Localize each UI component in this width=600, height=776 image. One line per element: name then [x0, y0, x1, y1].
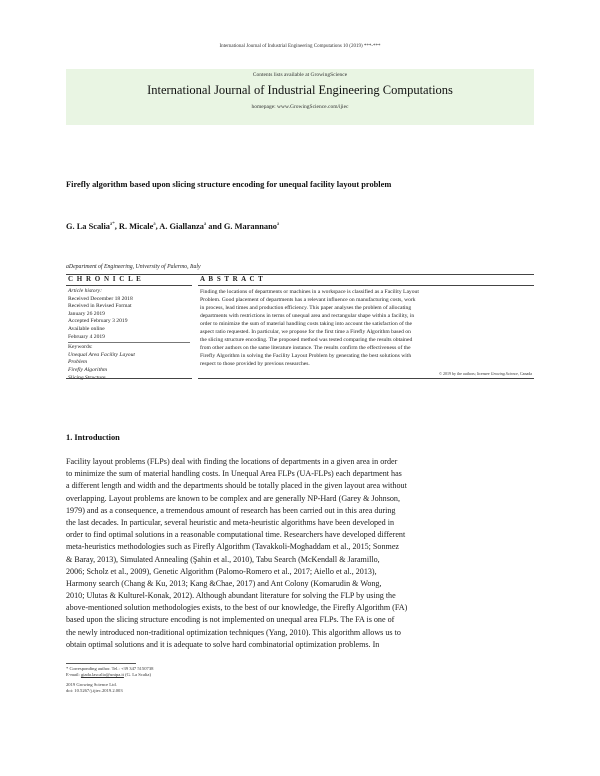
- body-line: 1979) and as a consequence, a tremendous amount of research has been carried out in this area during: [66, 505, 396, 515]
- article-history-label: Article history:: [68, 288, 103, 294]
- author-affiliation-mark: a: [203, 222, 207, 228]
- keyword-line: Problem: [68, 359, 88, 366]
- publisher-copyright: 2019 Growing Science Ltd.: [66, 681, 117, 687]
- email-label: E-mail:: [66, 672, 81, 678]
- body-line: 2006; Scholz et al., 2009), Genetic Algorithm (Palomo-Romero et al., 2017; Aiello et al., 2013),: [66, 566, 377, 576]
- email-link[interactable]: giada.lascalia@unipa.it: [80, 672, 124, 678]
- keywords-label: Keywords:: [68, 344, 93, 351]
- abstract-line: aspect ratio requested. In particular, we propose for the first time a Firefly Algorithm based on: [200, 329, 411, 336]
- history-line: January 26 2019: [68, 310, 105, 317]
- article-title: Firefly algorithm based upon slicing structure encoding for unequal facility layout problem: [66, 180, 392, 189]
- author-name: G. La Scalia: [66, 222, 110, 231]
- abstract-line: Firefly Algorithm in solving the Facility Layout Problem by generating the best solutions with: [200, 353, 412, 360]
- author-affiliation: aDepartment of Engineering, University of Palermo, Italy: [66, 264, 201, 270]
- corresponding-author: * Corresponding author. Tel.: +39 347 5150738: [66, 666, 154, 671]
- keyword-line: Slicing Structure: [68, 374, 106, 381]
- chronicle-bottom-rule: [66, 378, 192, 379]
- body-line: overlapping. Layout problems are known to be complex and are generally NP-Hard (Garey & Johnson,: [66, 493, 400, 503]
- body-line: to minimize the sum of material handling costs. In Unequal Area FLPs (UA-FLPs) each department has: [66, 469, 402, 479]
- abstract-bottom-rule: [198, 378, 534, 379]
- body-line: the newly introduced non-traditional optimization techniques (Yang, 2010). This algorithm allows us to: [66, 627, 401, 637]
- copyright-suffix: , Canada: [518, 371, 532, 376]
- abstract-text: [200, 288, 532, 368]
- history-line: Available online: [68, 325, 105, 332]
- author-list: [66, 222, 279, 231]
- body-line: 2010; Ulutas & Kulturel-Konak, 2012). Although abundant literature for solving the FLP by using the: [66, 591, 396, 601]
- body-line: order to find optimal solutions in a reasonable computational time. Researchers have developed different: [66, 530, 406, 540]
- history-line: Accepted February 3 2019: [68, 318, 128, 325]
- copyright-publisher: Growing Science: [490, 371, 518, 376]
- abstract-line: order to minimize the sum of material handling costs taking into account the satisfaction of the: [200, 321, 413, 328]
- footnote: [66, 666, 153, 695]
- abstract-line: Finding the locations of departments or machines in a workspace is classified as a Facility Layout: [200, 289, 419, 295]
- abstract-line: respect to those provided by previous researches.: [200, 361, 310, 368]
- email-suffix: (G. La Scalia): [123, 672, 151, 678]
- running-head: International Journal of Industrial Engineering Computations 10 (2019) ***-***: [219, 44, 381, 49]
- author-affiliation-mark: a*: [109, 222, 115, 228]
- author-name: G. Marannano: [223, 222, 277, 231]
- article-info: [68, 288, 190, 382]
- author-affiliation-mark: a: [153, 222, 156, 228]
- abstract-header: A B S T R A C T: [200, 275, 264, 283]
- doi: doi: 10.5267/j.ijiec.2019.2.003: [66, 688, 123, 694]
- chronicle-header: C H R O N I C L E: [68, 275, 142, 283]
- author-separator: and: [206, 222, 224, 231]
- body-line: based upon the slicing structure encoding is not implemented on unequal area FLPs. The FA is one of: [66, 615, 395, 625]
- author-name: R. Micale: [118, 222, 154, 231]
- keyword-line: Unequal Area Facility Layout: [68, 351, 135, 358]
- body-line: the last decades. In particular, several heuristic and meta-heuristic algorithms have been developed in: [66, 517, 395, 527]
- history-line: February 4 2019: [68, 333, 105, 340]
- abstract-line: in process, lead times and production efficiency. This paper analyses the problem of allocating: [200, 305, 412, 312]
- body-line: obtain optimal solutions and it is adequate to solve hard combinatorial optimization problems. In: [66, 639, 380, 649]
- section-heading-introduction: 1. Introduction: [66, 433, 120, 442]
- author-affiliation-mark: a: [276, 222, 280, 228]
- journal-homepage: homepage: www.GrowingScience.com/ijiec: [251, 104, 349, 110]
- body-line: above-mentioned solution methodologies exists, to the best of our knowledge, the Firefly Algorithm (FA): [66, 603, 408, 613]
- keyword-line: Firefly Algorithm: [68, 366, 107, 373]
- contents-available-line: Contents lists available at GrowingScience: [252, 72, 348, 78]
- body-line: & Baray, 2013), Simulated Annealing (Şahin et al., 2010), Tabu Search (McKendall & Jaramillo,: [66, 554, 380, 564]
- abstract-line: departments with restrictions in terms of unequal area and rectangular shape within a facility, in: [200, 313, 415, 320]
- abstract-rule: [198, 285, 534, 286]
- abstract-line: Problem. Good placement of departments has a relevant influence on manufacturing costs, work: [200, 297, 416, 304]
- body-line: Harmony search (Chang & Ku, 2013; Kang &Chae, 2017) and Ant Colony (Komarudin & Wong,: [66, 578, 382, 588]
- author-name: A. Giallanza: [159, 222, 204, 231]
- email-line: [66, 672, 153, 678]
- body-line: a different length and width and the departments should be totally placed in the given layout area without: [66, 481, 407, 491]
- author-separator: ,: [155, 222, 160, 231]
- chronicle-rule: [66, 285, 192, 286]
- history-line: Received December 18 2018: [68, 295, 133, 302]
- author-separator: ,: [114, 222, 119, 231]
- introduction-body: [66, 456, 534, 651]
- copyright-prefix: © 2019 by the authors; licensee: [439, 371, 491, 376]
- abstract-line: from other authors on the same literature instance. The results confirm the effectiveness of the: [200, 345, 411, 352]
- abstract-copyright: [439, 371, 532, 376]
- keywords-divider: [68, 342, 190, 343]
- history-line: Received in Revised Format: [68, 303, 132, 310]
- body-line: Facility layout problems (FLPs) deal with finding the locations of departments in a given area in order: [66, 457, 398, 466]
- journal-banner: [66, 69, 534, 125]
- footnote-rule: [66, 663, 136, 664]
- journal-title: International Journal of Industrial Engineering Computations: [147, 83, 453, 97]
- abstract-line: the slicing structure encoding. The proposed method was tested comparing the results obtained: [200, 337, 413, 344]
- body-line: meta-heuristics methodologies such as Firefly Algorithm (Tavakkoli-Moghaddam et al., 2015; Sonmez: [66, 542, 400, 552]
